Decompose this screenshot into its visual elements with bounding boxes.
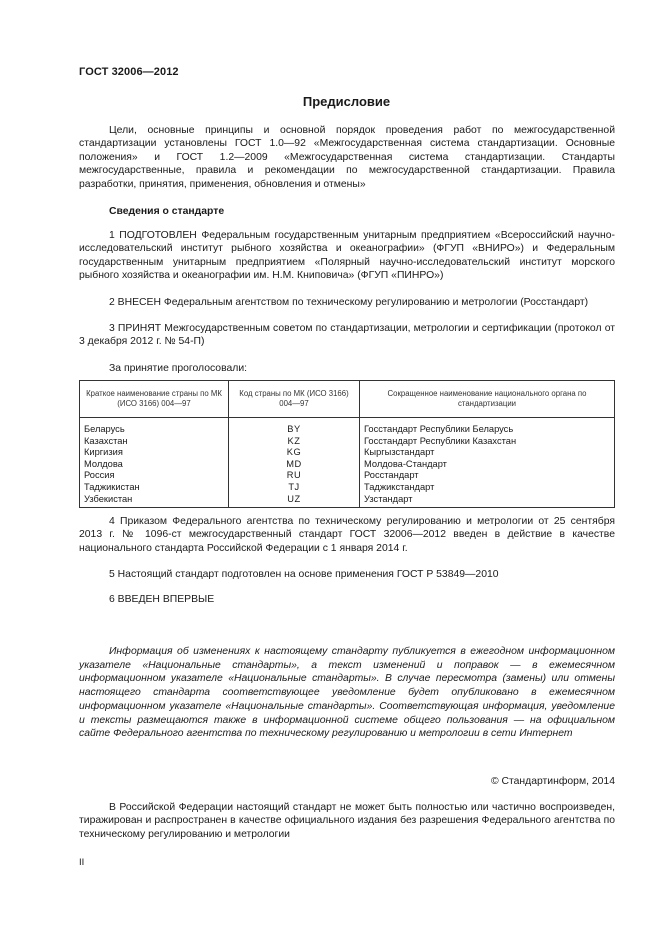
country-cell: Россия (80, 470, 229, 482)
country-code-cell: RU (229, 470, 360, 482)
national-body-cell: Госстандарт Республики Беларусь (360, 418, 615, 436)
table-row (80, 470, 615, 482)
table-row (80, 459, 615, 471)
table-header-row (80, 381, 615, 418)
table-row (80, 447, 615, 459)
national-body-cell: Узстандарт (360, 494, 615, 508)
national-body-cell: Таджикстандарт (360, 482, 615, 494)
national-body-cell: Молдова-Стандарт (360, 459, 615, 471)
item-2-paragraph: 2 ВНЕСЕН Федеральным агентством по техническому регулированию и метрологии (Росстандарт) (109, 297, 589, 308)
country-cell: Киргизия (80, 447, 229, 459)
country-cell: Казахстан (80, 436, 229, 448)
section-subtitle: Сведения о стандарте (109, 206, 225, 217)
country-code-cell: UZ (229, 494, 360, 508)
table-row (80, 482, 615, 494)
table-row (80, 436, 615, 448)
table-row (80, 418, 615, 436)
item-6-paragraph: 6 ВВЕДЕН ВПЕРВЫЕ (109, 594, 215, 605)
country-code-cell: KG (229, 447, 360, 459)
amendments-info-notice: Информация об изменениях к настоящему стандарту публикуется в ежегодном информационном указателе «Национальные стандарты», а текст изменений и поправок — в ежемесячном информационном указателе «Национальные стандарты». В случае пересмотра (замены) или отмены настоящего стандарта соответствующее уведомление будет опубликовано в ежемесячном информационном указателе «Национальные стандарты». Соответствующая информация, уведомление и тексты размещаются также в информационной системе общего пользования — на официальном сайте Федерального агентства по техническому регулированию и метрологии в сети Интернет (79, 646, 615, 740)
country-cell: Таджикистан (80, 482, 229, 494)
copyright-line: © Стандартинформ, 2014 (490, 776, 615, 787)
document-number-header: ГОСТ 32006—2012 (79, 66, 179, 78)
column-header-country: Краткое наименование страны по МК (ИСО 3166) 004—97 (80, 381, 229, 418)
intro-paragraph: Цели, основные принципы и основной порядок проведения работ по межгосударственной стандартизации установлены ГОСТ 1.0—92 «Межгосударственная система стандартизации. Основные положения» и ГОСТ 1.2—2009 «Межгосударственная система стандартизации. Стандарты межгосударственные, правила и рекомендации по межгосударственной стандартизации. Правила разработки, принятия, применения, обновления и отмены» (79, 125, 615, 190)
country-cell: Беларусь (80, 418, 229, 436)
country-cell: Молдова (80, 459, 229, 471)
item-1-paragraph: 1 ПОДГОТОВЛЕН Федеральным государственным унитарным предприятием «Всероссийский научно-исследовательский институт рыбного хозяйства и океанографии» (ФГУП «ВНИРО») и Федеральным государственным унитарным предприятием «Полярный научно-исследовательский институт морского рыбного хозяйства и океанографии им. Н.М. Книповича» (ФГУП «ПИНРО») (79, 230, 615, 282)
country-code-cell: KZ (229, 436, 360, 448)
national-body-cell: Росстандарт (360, 470, 615, 482)
country-code-cell: BY (229, 418, 360, 436)
item-5-paragraph: 5 Настоящий стандарт подготовлен на основе применения ГОСТ Р 53849—2010 (109, 569, 499, 580)
page-number: II (79, 857, 85, 868)
column-header-code: Код страны по МК (ИСО 3166) 004—97 (229, 381, 360, 418)
country-cell: Узбекистан (80, 494, 229, 508)
voting-countries-table (79, 380, 615, 508)
column-header-national-body: Сокращенное наименование национального органа по стандартизации (360, 381, 615, 418)
country-code-cell: TJ (229, 482, 360, 494)
reproduction-notice: В Российской Федерации настоящий стандарт не может быть полностью или частично воспроизведен, тиражирован и распространен в качестве официального издания без разрешения Федерального агентства по техническому регулированию и метрологии (79, 802, 615, 840)
page-title: Предисловие (302, 94, 391, 109)
vote-intro-text: За принятие проголосовали: (109, 363, 248, 374)
item-3-paragraph: 3 ПРИНЯТ Межгосударственным советом по стандартизации, метрологии и сертификации (протокол от 3 декабря 2012 г. № 54-П) (79, 323, 615, 348)
national-body-cell: Кыргызстандарт (360, 447, 615, 459)
item-4-paragraph: 4 Приказом Федерального агентства по техническому регулированию и метрологии от 25 сентября 2013 г. № 1096-ст межгосударственный стандарт ГОСТ 32006—2012 введен в действие в качестве национального стандарта Российской Федерации с 1 января 2014 г. (79, 516, 615, 554)
national-body-cell: Госстандарт Республики Казахстан (360, 436, 615, 448)
table-row (80, 494, 615, 508)
country-code-cell: MD (229, 459, 360, 471)
